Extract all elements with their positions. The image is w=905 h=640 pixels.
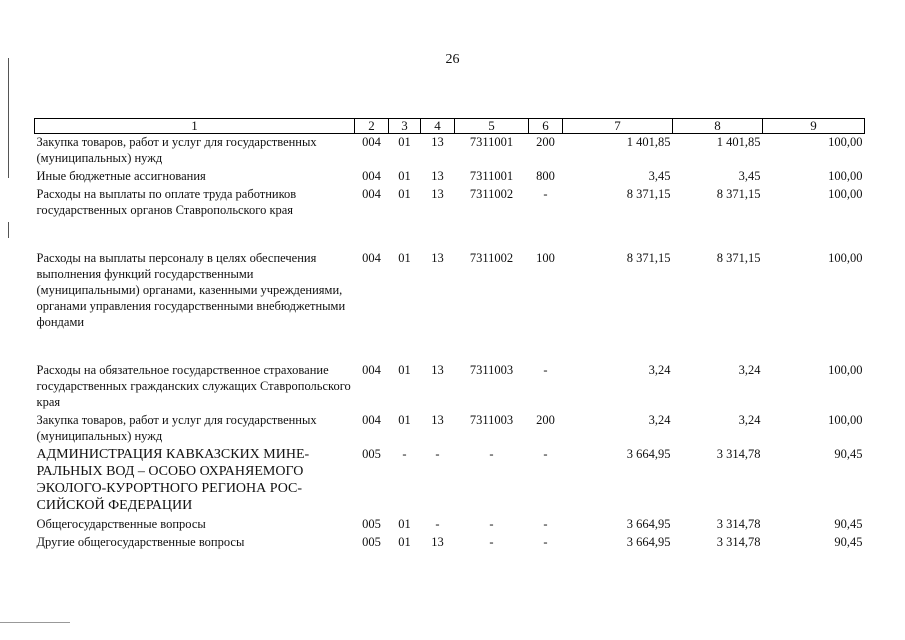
cell-ministry-code: 005: [362, 517, 381, 531]
table-row: [35, 168, 865, 186]
budget-table: [34, 118, 865, 550]
cell-planned: 3 664,95: [626, 535, 671, 549]
cell-actual: 3 314,78: [716, 447, 761, 461]
cell-expense-type: 200: [536, 135, 555, 149]
cell-percent: 90,45: [834, 447, 863, 461]
cell-actual: 1 401,85: [716, 135, 761, 149]
table-row: [35, 250, 865, 362]
cell-target-item: 7311001: [469, 135, 514, 149]
cell-ministry-code: 004: [362, 413, 381, 427]
cell-section: 01: [398, 135, 411, 149]
cell-section: 01: [398, 169, 411, 183]
scan-edge-mark: [0, 622, 70, 623]
row-name: Общегосударственные вопросы: [36, 517, 206, 531]
cell-percent: 90,45: [834, 517, 863, 531]
cell-actual: 8 371,15: [716, 251, 761, 265]
cell-actual: 3,24: [738, 363, 761, 377]
column-header: 2: [355, 119, 389, 134]
cell-ministry-code: 004: [362, 169, 381, 183]
cell-ministry-code: 004: [362, 251, 381, 265]
cell-percent: 100,00: [828, 363, 863, 377]
cell-ministry-code: 004: [362, 187, 381, 201]
cell-target-item: 7311003: [469, 363, 514, 377]
cell-percent: 100,00: [828, 169, 863, 183]
cell-subsection: 13: [431, 251, 444, 265]
cell-section: 01: [398, 413, 411, 427]
cell-ministry-code: 005: [362, 535, 381, 549]
column-header: 4: [421, 119, 455, 134]
table-row: [35, 534, 865, 550]
row-name: АДМИНИСТРАЦИЯ КАВКАЗСКИХ МИНЕ-РАЛЬНЫХ ВОД – ОСОБО ОХРАНЯЕМОГО ЭКОЛОГО-КУРОРТНОГО РЕГИОНА РОС-СИЙСКОЙ ФЕДЕРАЦИИ: [36, 447, 310, 513]
cell-target-item: 7311002: [469, 187, 514, 201]
cell-expense-type: 100: [536, 251, 555, 265]
column-header: 3: [389, 119, 421, 134]
cell-percent: 90,45: [834, 535, 863, 549]
row-name: Иные бюджетные ассигнования: [36, 169, 206, 183]
cell-section: 01: [398, 187, 411, 201]
cell-actual: 8 371,15: [716, 187, 761, 201]
cell-subsection: 13: [431, 413, 444, 427]
column-header: 6: [529, 119, 563, 134]
cell-planned: 1 401,85: [626, 135, 671, 149]
column-header: 9: [763, 119, 865, 134]
cell-expense-type: -: [543, 535, 548, 549]
cell-percent: 100,00: [828, 251, 863, 265]
cell-planned: 3 664,95: [626, 517, 671, 531]
table-row: [35, 516, 865, 534]
table-row: [35, 412, 865, 446]
row-name: Расходы на выплаты персоналу в целях обеспечения выполнения функций государственными (муниципальными) органами, казенными учреждениями, органами управления государственными внебюджетными фондами: [36, 251, 346, 329]
cell-expense-type: 800: [536, 169, 555, 183]
cell-subsection: -: [435, 517, 440, 531]
table-row: [35, 134, 865, 169]
cell-ministry-code: 005: [362, 447, 381, 461]
cell-ministry-code: 004: [362, 363, 381, 377]
cell-expense-type: -: [543, 447, 548, 461]
cell-expense-type: -: [543, 363, 548, 377]
cell-target-item: -: [489, 535, 494, 549]
cell-subsection: -: [435, 447, 440, 461]
row-name: Закупка товаров, работ и услуг для государственных (муниципальных) нужд: [36, 135, 317, 165]
cell-section: -: [402, 447, 407, 461]
table-header-row: [35, 119, 865, 134]
cell-planned: 3,45: [648, 169, 671, 183]
cell-actual: 3,45: [738, 169, 761, 183]
column-header: 1: [35, 119, 355, 134]
table-row: [35, 446, 865, 516]
cell-target-item: -: [489, 517, 494, 531]
page-number: 26: [445, 52, 460, 67]
row-name: Расходы на обязательное государственное страхование государственных гражданских служащих Ставропольского края: [36, 363, 351, 409]
cell-section: 01: [398, 535, 411, 549]
cell-percent: 100,00: [828, 413, 863, 427]
scan-margin-mark: [8, 58, 9, 178]
table-row: [35, 186, 865, 250]
scan-margin-mark: [8, 222, 9, 238]
cell-expense-type: 200: [536, 413, 555, 427]
cell-target-item: 7311003: [469, 413, 514, 427]
row-name: Закупка товаров, работ и услуг для государственных (муниципальных) нужд: [36, 413, 317, 443]
cell-section: 01: [398, 363, 411, 377]
cell-planned: 3,24: [648, 363, 671, 377]
column-header: 7: [563, 119, 673, 134]
cell-target-item: 7311001: [469, 169, 514, 183]
cell-subsection: 13: [431, 135, 444, 149]
cell-subsection: 13: [431, 187, 444, 201]
cell-subsection: 13: [431, 169, 444, 183]
cell-planned: 8 371,15: [626, 251, 671, 265]
cell-section: 01: [398, 251, 411, 265]
cell-expense-type: -: [543, 517, 548, 531]
cell-ministry-code: 004: [362, 135, 381, 149]
cell-actual: 3 314,78: [716, 535, 761, 549]
table-row: [35, 362, 865, 412]
cell-planned: 8 371,15: [626, 187, 671, 201]
cell-subsection: 13: [431, 535, 444, 549]
cell-target-item: 7311002: [469, 251, 514, 265]
cell-percent: 100,00: [828, 135, 863, 149]
row-name: Расходы на выплаты по оплате труда работников государственных органов Ставропольского края: [36, 187, 297, 217]
column-header: 8: [673, 119, 763, 134]
cell-percent: 100,00: [828, 187, 863, 201]
cell-subsection: 13: [431, 363, 444, 377]
cell-expense-type: -: [543, 187, 548, 201]
column-header: 5: [455, 119, 529, 134]
cell-planned: 3,24: [648, 413, 671, 427]
cell-section: 01: [398, 517, 411, 531]
row-name: Другие общегосударственные вопросы: [36, 535, 245, 549]
cell-actual: 3,24: [738, 413, 761, 427]
cell-target-item: -: [489, 447, 494, 461]
cell-actual: 3 314,78: [716, 517, 761, 531]
cell-planned: 3 664,95: [626, 447, 671, 461]
